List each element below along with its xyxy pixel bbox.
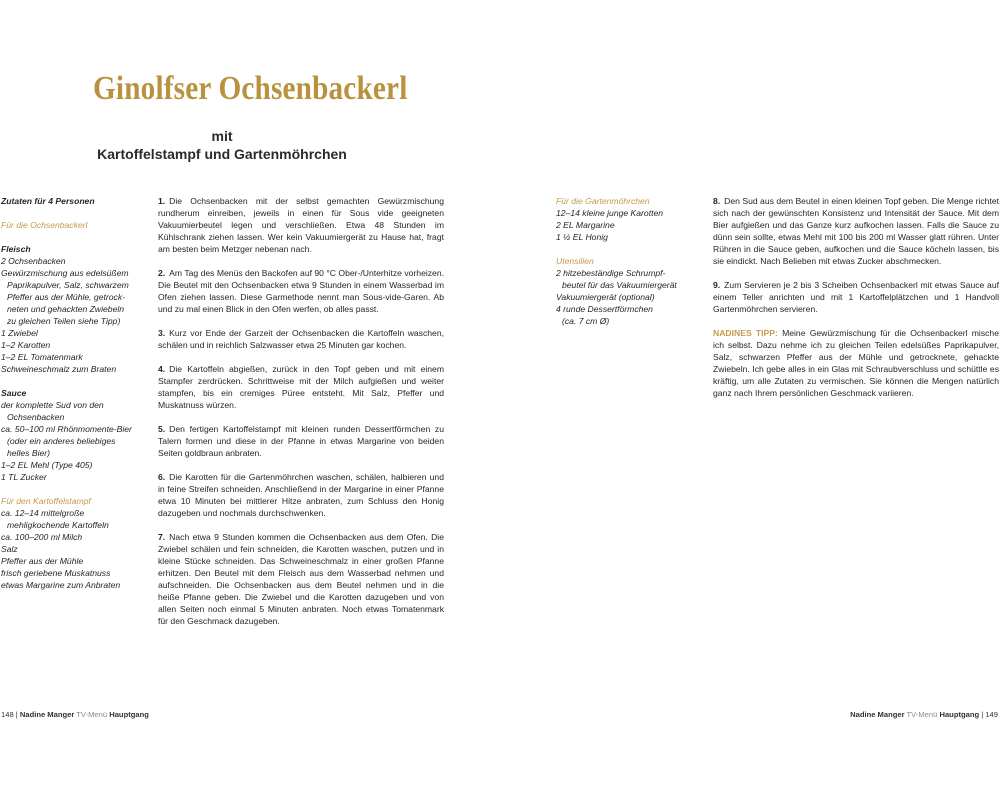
footer-left xyxy=(1,710,149,719)
ingredient-line: 1 ½ EL Honig xyxy=(556,232,608,242)
ingredient-heading: Zutaten für 4 Personen xyxy=(1,196,95,206)
footer-right xyxy=(850,710,998,719)
step-number: 9. xyxy=(713,280,721,290)
ingredient-line: 1 Zwiebel xyxy=(1,328,38,338)
step-number: 6. xyxy=(158,472,166,482)
step-number: 4. xyxy=(158,364,166,374)
ingredient-line: beutel für das Vakuumiergerät xyxy=(562,280,677,290)
ingredient-line: helles Bier) xyxy=(7,448,50,458)
ingredient-line: 1–2 Karotten xyxy=(1,340,51,350)
page-number-right: 149 xyxy=(985,710,998,719)
instruction-step xyxy=(158,471,444,519)
recipe-subtitle xyxy=(60,127,384,163)
step-number: 3. xyxy=(158,328,166,338)
ingredient-line: Pfeffer aus der Mühle xyxy=(1,556,84,566)
ingredient-line: zu gleichen Teilen siehe Tipp) xyxy=(7,316,121,326)
ingredient-line: Pfeffer aus der Mühle, getrock- xyxy=(7,292,125,302)
spacer xyxy=(556,243,706,255)
recipe-title: Ginolfser Ochsenbackerl xyxy=(93,70,408,107)
ingredient-section-title: Für den Kartoffelstampf xyxy=(1,496,91,506)
ingredient-line: neten und gehackten Zwiebeln xyxy=(7,304,125,314)
ingredient-line: 12–14 kleine junge Karotten xyxy=(556,208,664,218)
instruction-step xyxy=(713,195,999,267)
page-number-left: 148 xyxy=(1,710,14,719)
ingredient-line: ca. 12–14 mittelgroße xyxy=(1,508,85,518)
step-text: Kurz vor Ende der Garzeit der Ochsenbacken die Kartoffeln waschen, schälen und in reichlich Salzwasser etwa 25 Minuten gar kochen. xyxy=(158,328,444,350)
ingredient-line: 1 TL Zucker xyxy=(1,472,47,482)
step-number: 2. xyxy=(158,268,166,278)
ingredient-line: Salz xyxy=(1,544,18,554)
footer-author: Nadine Manger xyxy=(19,710,75,719)
step-text: Den Sud aus dem Beutel in einen kleinen Topf geben. Die Menge richtet sich nach der gewünschten Konsistenz und Intensität der Sauce. Mit dem Bier aufgießen und das Ganze kurz aufkochen lassen. Falls die Sauce zu dünn sein sollte, etwas Mehl mit 100 bis 200 ml Wasser glatt rühren. Unter Rühren in die Sauce geben, aufkochen und die Sauce köcheln lassen, bis sie eindickt. Nach Belieben mit etwas Zucker abschmecken. xyxy=(713,196,999,266)
ingredient-line: der komplette Sud von den xyxy=(1,400,104,410)
footer-separator: | xyxy=(13,710,20,719)
tip-text: Meine Gewürzmischung für die Ochsenbackerl mische ich selbst. Dazu nehme ich zu gleichen Teilen edelsüßes Paprikapulver, Salz, schwarzen Pfeffer aus der Mühle und getrocknete, gehackte Zwiebeln. Ich gebe alles in ein Glas mit Schraubverschluss und schüttle es kräftig, um alle Zutaten zu vermischen. Sie können die Mengen natürlich ganz nach Ihrem persönlichen Geschmack variieren. xyxy=(713,328,999,398)
instruction-step xyxy=(713,279,999,315)
step-number: 8. xyxy=(713,196,721,206)
footer-author: Nadine Manger xyxy=(850,710,905,719)
ingredient-line: 2 Ochsenbacken xyxy=(1,256,66,266)
ingredient-line: etwas Margarine zum Anbraten xyxy=(1,580,121,590)
step-text: Die Karotten für die Gartenmöhrchen waschen, schälen, halbieren und in feine Streifen schneiden. Anschließend in der Margarine in einer Pfanne etwa 10 Minuten bei mittlerer Hitze anbraten, zum Schluss den Honig dazugeben und nochmals durchschwenken. xyxy=(158,472,444,518)
step-text: Den fertigen Kartoffelstampf mit kleinen runden Dessertförmchen zu Talern formen und diese in der Pfanne in etwas Margarine von beiden Seiten goldbraun anbraten. xyxy=(158,424,444,458)
ingredient-heading: Sauce xyxy=(1,388,27,398)
step-number: 5. xyxy=(158,424,166,434)
footer-book: TV-Menü xyxy=(904,710,940,719)
tip-label: NADINES TIPP: xyxy=(713,328,778,338)
ingredient-line: Paprikapulver, Salz, schwarzem xyxy=(7,280,129,290)
spacer xyxy=(1,207,151,219)
ingredient-line: 1–2 EL Tomatenmark xyxy=(1,352,83,362)
tip-box xyxy=(713,327,999,399)
instruction-step xyxy=(158,267,444,315)
spacer xyxy=(1,231,151,243)
instruction-step xyxy=(158,531,444,627)
ingredient-line: ca. 50–100 ml Rhönmomente-Bier xyxy=(1,424,132,434)
instructions-left xyxy=(158,195,444,639)
ingredient-line: ca. 100–200 ml Milch xyxy=(1,532,83,542)
ingredient-line: 1–2 EL Mehl (Type 405) xyxy=(1,460,93,470)
ingredient-line: (oder ein anderes beliebiges xyxy=(7,436,116,446)
ingredient-line: Vakuumiergerät (optional) xyxy=(556,292,655,302)
step-text: Die Ochsenbacken mit der selbst gemachten Gewürzmischung rundherum einreiben, jeweils in einen für Sous vide geeigneten Vakuumierbeutel legen und verschließen. Etwa 48 Stunden im Kühlschrank ziehen lassen. Wer kein Vakuumiergerät zu Hause hat, fragt am besten beim Metzger nebenan nach. xyxy=(158,196,444,254)
spacer xyxy=(1,483,151,495)
step-text: Zum Servieren je 2 bis 3 Scheiben Ochsenbackerl mit etwas Sauce auf einem Teller anrichten und mit 1 Kartoffelplätzchen und 1 Handvoll Gartenmöhrchen servieren. xyxy=(713,280,999,314)
ingredient-line: Ochsenbacken xyxy=(7,412,65,422)
ingredient-line: (ca. 7 cm Ø) xyxy=(562,316,610,326)
ingredient-line: Gewürzmischung aus edelsüßem xyxy=(1,268,129,278)
subtitle-line-2: Kartoffelstampf und Gartenmöhrchen xyxy=(97,146,347,162)
ingredients-list-left xyxy=(1,195,151,591)
ingredient-section-title: Für die Gartenmöhrchen xyxy=(556,196,650,206)
footer-section: Hauptgang xyxy=(109,710,149,719)
step-text: Nach etwa 9 Stunden kommen die Ochsenbacken aus dem Ofen. Die Zwiebel schälen und fein schneiden, die Karotten waschen, putzen und in kleine Stücke schneiden. Das Schweineschmalz in einer großen Pfanne erhitzen. Den Beutel mit dem Fleisch aus dem Wasserbad nehmen und aufschneiden. Die Ochsenbacken aus dem Beutel nehmen und in die heiße Pfanne geben. Die Zwiebel und die Karotten dazugeben und von allen Seiten noch einmal 5 Minuten anbraten. Noch etwas Tomatenmark für den Geschmack dazugeben. xyxy=(158,532,444,626)
instruction-step xyxy=(158,363,444,411)
ingredient-line: 2 EL Margarine xyxy=(556,220,615,230)
ingredients-list-right xyxy=(556,195,706,327)
instruction-step xyxy=(158,327,444,351)
step-text: Die Kartoffeln abgießen, zurück in den Topf geben und mit einem Stampfer zerdrücken. Schrittweise mit der Milch aufgießen und weiter stampfen, bis ein cremiges Püree entsteht. Mit Salz, Pfeffer und Muskatnuss würzen. xyxy=(158,364,444,410)
ingredient-section-title: Utensilien xyxy=(556,256,594,266)
spacer xyxy=(1,375,151,387)
step-text: Am Tag des Menüs den Backofen auf 90 °C Ober-/Unterhitze vorheizen. Die Beutel mit den Ochsenbacken etwa 9 Stunden in einem Wasserbad im Ofen ziehen lassen. Diese Garmethode nennt man Sous-vide-Garen. Ab und zu mal einen Blick in den Ofen werfen, ob alles passt. xyxy=(158,268,444,314)
instructions-right xyxy=(713,195,999,411)
ingredient-section-title: Für die Ochsenbackerl xyxy=(1,220,88,230)
step-number: 7. xyxy=(158,532,166,542)
ingredient-line: 2 hitzebeständige Schrumpf- xyxy=(556,268,666,278)
instruction-step xyxy=(158,423,444,459)
instruction-step xyxy=(158,195,444,255)
subtitle-line-1: mit xyxy=(211,128,233,144)
footer-section: Hauptgang xyxy=(939,710,980,719)
footer-book: TV-Menü xyxy=(74,710,110,719)
ingredient-line: frisch geriebene Muskatnuss xyxy=(1,568,111,578)
footer-separator: | xyxy=(979,710,986,719)
ingredient-line: 4 runde Dessertförmchen xyxy=(556,304,653,314)
ingredient-line: mehligkochende Kartoffeln xyxy=(7,520,109,530)
ingredient-heading: Fleisch xyxy=(1,244,31,254)
ingredient-line: Schweineschmalz zum Braten xyxy=(1,364,117,374)
step-number: 1. xyxy=(158,196,166,206)
